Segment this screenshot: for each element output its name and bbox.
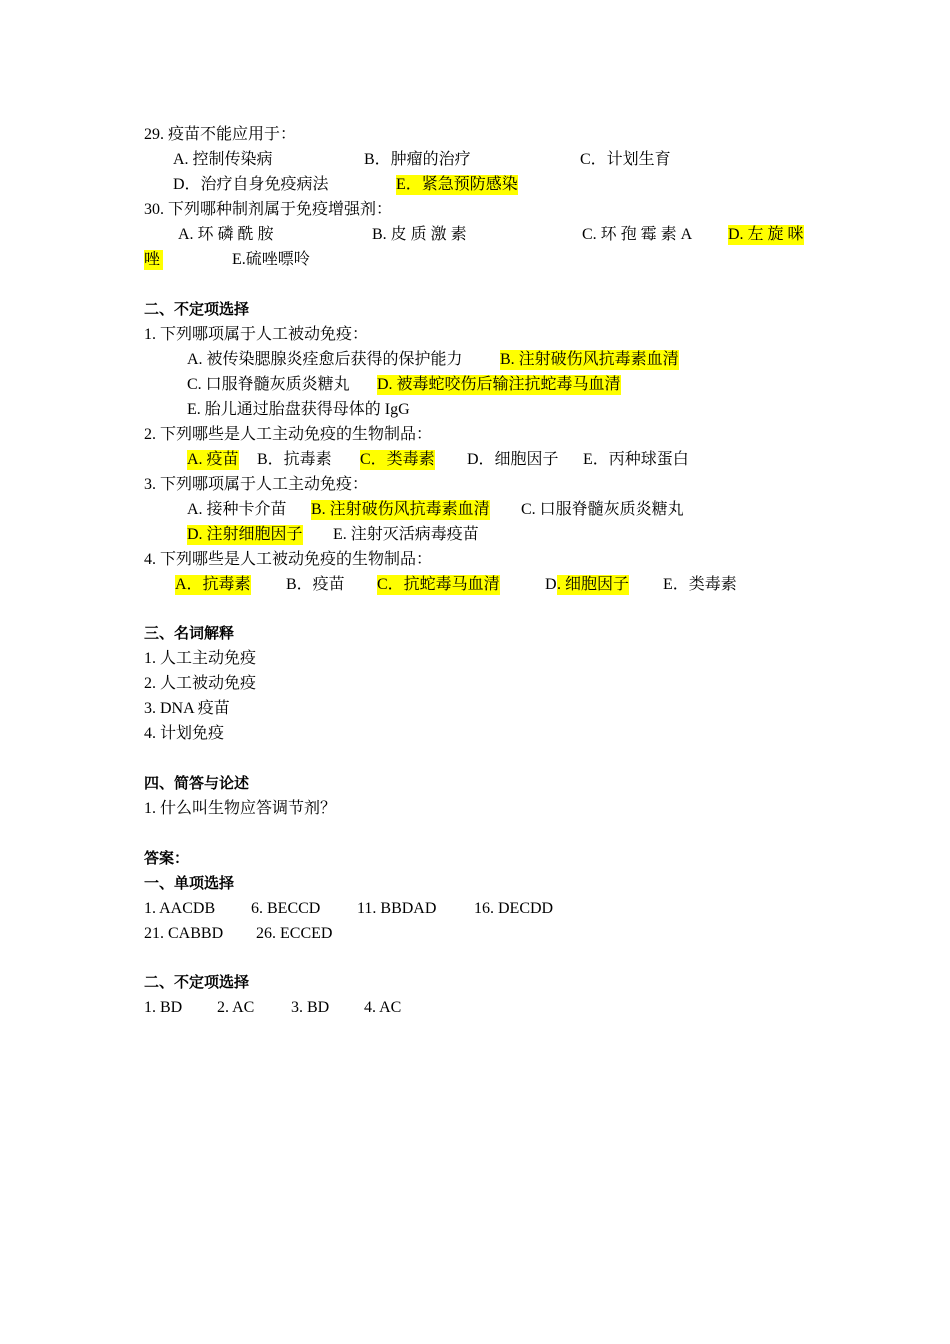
- answer-group: 3. BD: [291, 999, 330, 1016]
- s2-q3-options-row2: [144, 525, 844, 545]
- s2-q3-options-row1: [144, 500, 844, 520]
- s2-q1-options-row1: [144, 350, 844, 370]
- q30-option-c: C. 环 孢 霉 素 A: [582, 226, 693, 243]
- s3-item: 4. 计划免疫: [144, 725, 225, 742]
- s2-q1-option-a: A. 被传染腮腺炎痊愈后获得的保护能力: [187, 351, 463, 368]
- answer-group: 4. AC: [364, 999, 402, 1016]
- q30-options-row2: [144, 250, 844, 270]
- s3-item: 3. DNA 疫苗: [144, 700, 230, 717]
- section3-title: 三、名词解释: [144, 625, 235, 642]
- s2-q3-option-b-highlighted: B. 注射破伤风抗毒素血清: [311, 501, 490, 518]
- q29-options-row2: [144, 175, 844, 195]
- answer-group: 6. BECCD: [251, 900, 321, 917]
- q29-option-a: A. 控制传染病: [173, 151, 273, 168]
- s2-q2-option-a-highlighted: A. 疫苗: [187, 451, 239, 468]
- answer-group: 2. AC: [217, 999, 255, 1016]
- s3-item: 1. 人工主动免疫: [144, 650, 257, 667]
- answers-multi-title: 二、不定项选择: [144, 974, 250, 991]
- s2-q1-stem: 1. 下列哪项属于人工被动免疫：: [144, 326, 369, 343]
- s2-q1-options-row3: [144, 400, 844, 420]
- answer-group: 1. AACDB: [144, 900, 216, 917]
- s2-q3-stem: 3. 下列哪项属于人工主动免疫：: [144, 476, 369, 493]
- answer-group: 11. BBDAD: [357, 900, 437, 917]
- q29-options-row1: [144, 150, 844, 170]
- s2-q4-option-e: E．类毒素: [663, 576, 737, 593]
- s2-q2-option-b: B．抗毒素: [257, 451, 332, 468]
- s2-q2-option-c-highlighted: C．类毒素: [360, 451, 435, 468]
- s2-q4-option-b: B．疫苗: [286, 576, 345, 593]
- answers-single-title: 一、单项选择: [144, 875, 235, 892]
- s2-q2-option-e: E．丙种球蛋白: [583, 451, 689, 468]
- s2-q3-option-a: A. 接种卡介苗: [187, 501, 287, 518]
- s2-q4-option-d-letter: D: [545, 576, 557, 593]
- answer-group: 1. BD: [144, 999, 183, 1016]
- s2-q4-stem: 4. 下列哪些是人工被动免疫的生物制品：: [144, 551, 433, 568]
- s2-q1-options-row2: [144, 375, 844, 395]
- q29-option-c: C．计划生育: [580, 151, 671, 168]
- s2-q4-option-d-highlighted: . 细胞因子: [557, 576, 630, 593]
- s2-q1-option-c: C. 口服脊髓灰质炎糖丸: [187, 376, 350, 393]
- s2-q2-options: [144, 450, 844, 470]
- q30-option-d-continued: 唑: [144, 250, 163, 270]
- q30-options-row1: [144, 225, 844, 245]
- q29-option-b: B．肿瘤的治疗: [364, 151, 471, 168]
- s2-q1-option-d-highlighted: D. 被毒蛇咬伤后输注抗蛇毒马血清: [377, 376, 621, 393]
- answer-group: 16. DECDD: [474, 900, 554, 917]
- s2-q1-option-e: E. 胎儿通过胎盘获得母体的 IgG: [187, 401, 410, 418]
- answer-group: 21. CABBD: [144, 925, 224, 942]
- s4-item: 1. 什么叫生物应答调节剂？: [144, 800, 337, 817]
- s2-q3-option-d-highlighted: D. 注射细胞因子: [187, 526, 303, 543]
- q30-stem: 30. 下列哪种制剂属于免疫增强剂：: [144, 201, 393, 218]
- answer-group: 26. ECCED: [256, 925, 333, 942]
- q30-option-e: E.硫唑嘌呤: [232, 251, 310, 268]
- s3-item: 2. 人工被动免疫: [144, 675, 257, 692]
- answers-single-row1: [144, 899, 844, 919]
- section4-title: 四、简答与论述: [144, 775, 250, 792]
- s2-q3-option-c: C. 口服脊髓灰质炎糖丸: [521, 501, 684, 518]
- q29-option-e-highlighted: E．紧急预防感染: [396, 176, 518, 193]
- s2-q1-option-b-highlighted: B. 注射破伤风抗毒素血清: [500, 351, 679, 368]
- q30-option-b: B. 皮 质 激 素: [372, 226, 467, 243]
- answers-multi-row: [144, 998, 844, 1018]
- s2-q4-option-c-highlighted: C．抗蛇毒马血清: [377, 576, 500, 593]
- q29-stem: 29. 疫苗不能应用于：: [144, 126, 297, 143]
- q30-option-d-highlighted: D. 左 旋 咪: [728, 226, 804, 243]
- s2-q3-option-e: E. 注射灭活病毒疫苗: [333, 526, 479, 543]
- q30-option-a: A. 环 磷 酰 胺: [178, 226, 274, 243]
- s2-q2-stem: 2. 下列哪些是人工主动免疫的生物制品：: [144, 426, 433, 443]
- s2-q4-option-a-highlighted: A．抗毒素: [175, 576, 251, 593]
- answers-single-row2: [144, 924, 844, 944]
- s2-q2-option-d: D．细胞因子: [467, 451, 559, 468]
- answers-title: 答案：: [144, 850, 190, 867]
- s2-q4-options: [144, 575, 844, 595]
- q29-option-d: D．治疗自身免疫病法: [173, 176, 329, 193]
- section2-title: 二、不定项选择: [144, 301, 250, 318]
